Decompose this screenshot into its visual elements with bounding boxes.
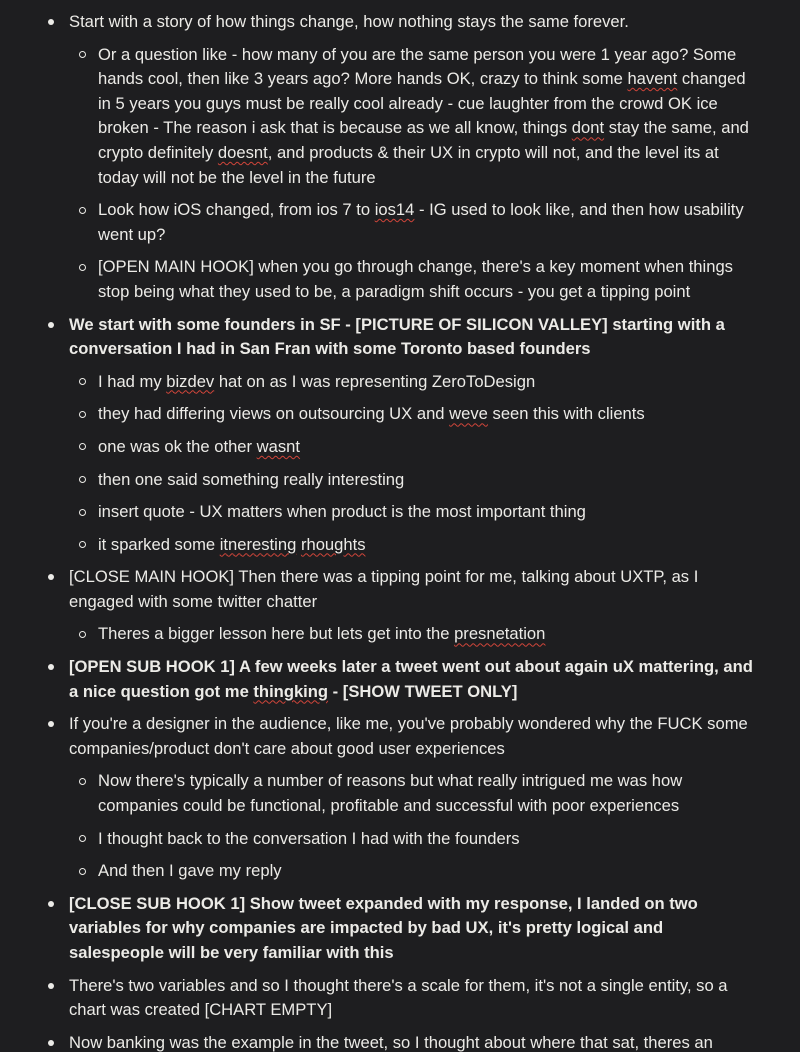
misspelled-word[interactable]: weve bbox=[449, 404, 488, 424]
bullet-item[interactable] bbox=[0, 313, 800, 558]
bullet-text: There's two variables and so I thought there's a scale for them, it's not a single entity, so a chart was created [CHART EMPTY] bbox=[69, 975, 728, 1020]
misspelled-word[interactable]: bizdev bbox=[166, 371, 215, 391]
bullet-text: We start with some founders in SF - [PICTURE OF SILICON VALLEY] starting with a conversation I had in San Fran with some Toronto based founders bbox=[69, 314, 725, 359]
bullet-item[interactable] bbox=[0, 565, 800, 647]
sub-bullet-item[interactable]: it sparked some itneresting rhoughts bbox=[69, 533, 760, 558]
misspelled-word[interactable]: dont bbox=[571, 118, 605, 138]
misspelled-word[interactable]: thingking bbox=[253, 681, 329, 701]
misspelled-word[interactable]: wasnt bbox=[256, 436, 301, 456]
bullet-text: If you're a designer in the audience, like me, you've probably wondered why the FUCK some companies/product don't care about good user experiences bbox=[69, 714, 748, 758]
sub-bullet-item[interactable]: they had differing views on outsourcing UX and weve seen this with clients bbox=[69, 402, 760, 427]
sub-bullet-item[interactable]: Or a question like - how many of you are the same person you were 1 year ago? Some hands cool, then like 3 years ago? More hands OK, crazy to think some havent changed in 5 years you guys must be really cool already - cue laughter from the crowd OK ice broken - The reason i ask that is because as we all know, things dont stay the same, and crypto definitely doesnt, and products & their UX in crypto will not, and the level its at today will not be the level in the future bbox=[69, 43, 760, 191]
sub-list bbox=[69, 622, 760, 647]
sub-bullet-item[interactable]: And then I gave my reply bbox=[69, 859, 760, 884]
bullet-item[interactable] bbox=[0, 10, 800, 305]
sub-bullet-item[interactable]: then one said something really interesting bbox=[69, 468, 760, 493]
misspelled-word[interactable]: ios14 bbox=[374, 200, 415, 220]
sub-bullet-item[interactable]: [OPEN MAIN HOOK] when you go through change, there's a key moment when things stop being what they used to be, a paradigm shift occurs - you get a tipping point bbox=[69, 255, 760, 304]
sub-bullet-item[interactable]: Now there's typically a number of reasons but what really intrigued me was how companies could be functional, profitable and successful with poor experiences bbox=[69, 769, 760, 818]
sub-bullet-item[interactable]: I thought back to the conversation I had with the founders bbox=[69, 827, 760, 852]
bullet-item[interactable] bbox=[0, 712, 800, 884]
bullet-item[interactable] bbox=[0, 892, 800, 966]
sub-list bbox=[69, 769, 760, 883]
misspelled-word[interactable]: doesnt bbox=[217, 142, 268, 162]
bullet-text: Start with a story of how things change, how nothing stays the same forever. bbox=[69, 12, 629, 31]
bullet-text: [CLOSE MAIN HOOK] Then there was a tipping point for me, talking about UXTP, as I engaged with some twitter chatter bbox=[69, 567, 699, 611]
bullet-item[interactable] bbox=[0, 1031, 800, 1052]
bullet-text: Now banking was the example in the tweet, so I thought about where that sat, theres an bbox=[69, 1032, 713, 1052]
bullet-item[interactable]: [OPEN SUB HOOK 1] A few weeks later a tweet went out about again uX mattering, and a nice question got me thingking - [SHOW TWEET ONLY] bbox=[0, 655, 800, 704]
sub-bullet-item[interactable]: I had my bizdev hat on as I was representing ZeroToDesign bbox=[69, 370, 760, 395]
sub-bullet-item[interactable]: insert quote - UX matters when product is the most important thing bbox=[69, 500, 760, 525]
sub-bullet-item[interactable]: Theres a bigger lesson here but lets get into the presnetation bbox=[69, 622, 760, 647]
bullet-item[interactable] bbox=[0, 974, 800, 1023]
misspelled-word[interactable]: itneresting bbox=[219, 534, 297, 554]
sub-bullet-item[interactable]: Look how iOS changed, from ios 7 to ios14 - IG used to look like, and then how usability went up? bbox=[69, 198, 760, 247]
sub-list bbox=[69, 370, 760, 558]
misspelled-word[interactable]: havent bbox=[627, 69, 678, 89]
bullet-text: [CLOSE SUB HOOK 1] Show tweet expanded with my response, I landed on two variables for why companies are impacted by bad UX, it's pretty logical and salespeople will be very familiar with this bbox=[69, 893, 698, 962]
sub-list bbox=[69, 43, 760, 305]
misspelled-word[interactable]: rhoughts bbox=[300, 534, 366, 554]
misspelled-word[interactable]: presnetation bbox=[454, 624, 546, 644]
sub-bullet-item[interactable]: one was ok the other wasnt bbox=[69, 435, 760, 460]
